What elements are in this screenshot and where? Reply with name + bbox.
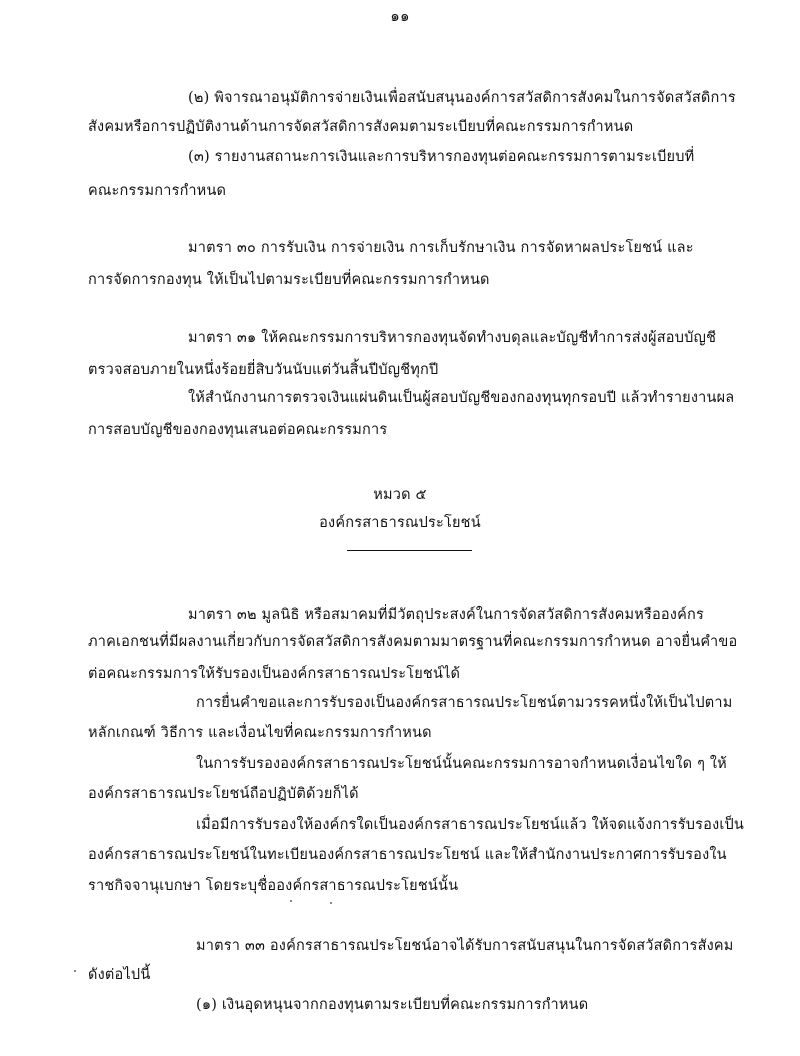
section-33-item-1: (๑) เงินอุดหนุนจากกองทุนตามระเบียบที่คณะกรรมการกำหนด <box>196 997 589 1013</box>
section-32-para-4-line-3: ราชกิจจานุเบกษา โดยระบุชื่อองค์กรสาธารณประโยชน์นั้น <box>88 878 459 894</box>
section-32-para-4-line-1: เมื่อมีการรับรองให้องค์กรใดเป็นองค์กรสาธารณประโยชน์แล้ว ให้จดแจ้งการรับรองเป็น <box>196 817 745 833</box>
section-31-line-1: มาตรา ๓๑ ให้คณะกรรมการบริหารกองทุนจัดทำงบดุลและบัญชีทำการส่งผู้สอบบัญชี <box>188 330 717 346</box>
section-32-line-3: ต่อคณะกรรมการให้รับรองเป็นองค์กรสาธารณประโยชน์ได้ <box>88 666 461 682</box>
clause-2-line-2: สังคมหรือการปฏิบัติงานด้านการจัดสวัสดิการสังคมตามระเบียบที่คณะกรรมการกำหนด <box>88 119 634 135</box>
section-32-line-2: ภาคเอกชนที่มีผลงานเกี่ยวกับการจัดสวัสดิการสังคมตามมาตรฐานที่คณะกรรมการกำหนด อาจยื่นคำขอ <box>88 634 738 650</box>
section-30-line-2: การจัดการกองทุน ให้เป็นไปตามระเบียบที่คณะกรรมการกำหนด <box>88 272 490 288</box>
section-32-para-2-line-1: การยื่นคำขอและการรับรองเป็นองค์กรสาธารณประโยชน์ตามวรรคหนึ่งให้เป็นไปตาม <box>196 695 733 711</box>
section-31-para-2-line-2: การสอบบัญชีของกองทุนเสนอต่อคณะกรรมการ <box>88 422 388 438</box>
section-32-para-3-line-2: องค์กรสาธารณประโยชน์ถือปฏิบัติด้วยก็ได้ <box>88 786 359 802</box>
section-32-para-4-line-2: องค์กรสาธารณประโยชน์ในทะเบียนองค์กรสาธารณประโยชน์ และให้สำนักงานประกาศการรับรองใน <box>88 847 727 863</box>
clause-3-line-2: คณะกรรมการกำหนด <box>88 183 227 199</box>
section-31-line-2: ตรวจสอบภายในหนึ่งร้อยยี่สิบวันนับแต่วันสิ้นปีบัญชีทุกปี <box>88 362 439 378</box>
section-33-line-1: มาตรา ๓๓ องค์กรสาธารณประโยชน์อาจได้รับการสนับสนุนในการจัดสวัสดิการสังคม <box>196 938 734 954</box>
section-32-para-3-line-1: ในการรับรององค์กรสาธารณประโยชน์นั้นคณะกรรมการอาจกำหนดเงื่อนไขใด ๆ ให้ <box>196 756 727 772</box>
chapter-title: องค์กรสาธารณประโยชน์ <box>319 515 481 531</box>
scan-speck <box>330 902 332 904</box>
section-31-para-2-line-1: ให้สำนักงานการตรวจเงินแผ่นดินเป็นผู้สอบบัญชีของกองทุนทุกรอบปี แล้วทำรายงานผล <box>188 390 735 406</box>
chapter-number: หมวด ๕ <box>373 487 427 503</box>
scan-speck <box>290 900 292 902</box>
section-32-para-2-line-2: หลักเกณฑ์ วิธีการ และเงื่อนไขที่คณะกรรมการกำหนด <box>88 725 432 741</box>
scan-speck <box>74 970 76 972</box>
clause-2-line-1: (๒) พิจารณาอนุมัติการจ่ายเงินเพื่อสนับสนุนองค์การสวัสดิการสังคมในการจัดสวัสดิการ <box>188 90 736 106</box>
section-30-line-1: มาตรา ๓๐ การรับเงิน การจ่ายเงิน การเก็บรักษาเงิน การจัดหาผลประโยชน์ และ <box>188 240 694 256</box>
clause-3-line-1: (๓) รายงานสถานะการเงินและการบริหารกองทุนต่อคณะกรรมการตามระเบียบที่ <box>188 149 695 165</box>
page-number: ๑๑ <box>390 7 410 25</box>
section-33-line-2: ดังต่อไปนี้ <box>88 967 151 983</box>
chapter-divider <box>347 550 472 551</box>
section-32-line-1: มาตรา ๓๒ มูลนิธิ หรือสมาคมที่มีวัตถุประสงค์ในการจัดสวัสดิการสังคมหรือองค์กร <box>188 607 704 623</box>
